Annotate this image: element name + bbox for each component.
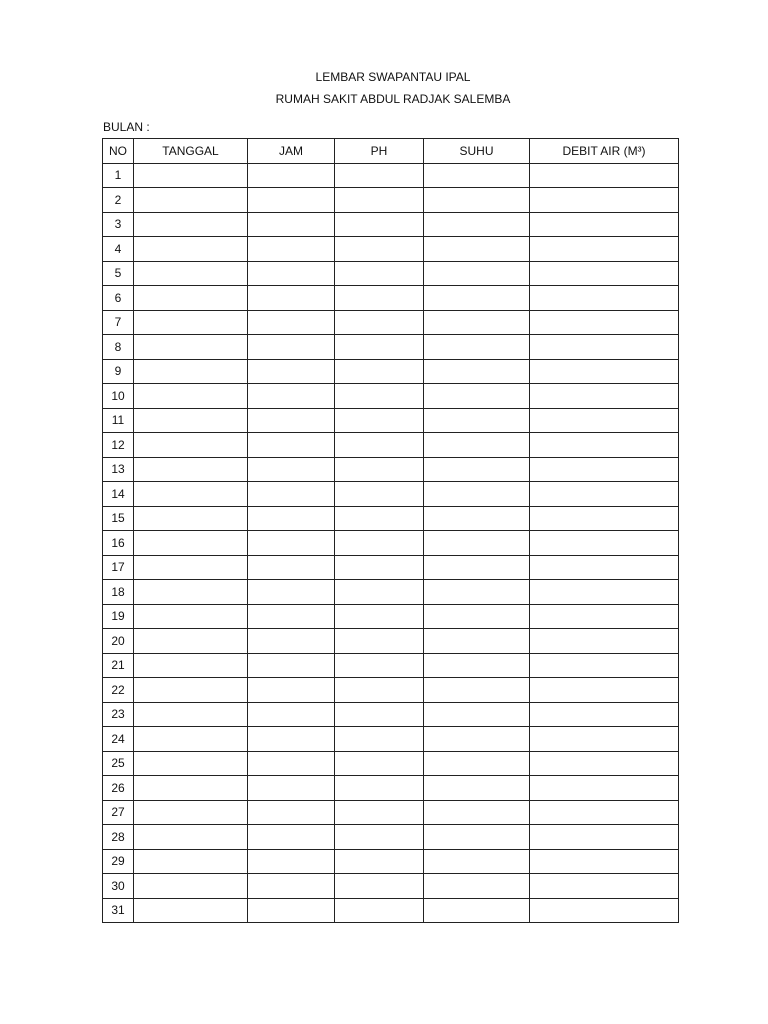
ph-cell[interactable] — [335, 898, 424, 923]
debit-air-cell[interactable] — [530, 702, 679, 727]
debit-air-cell[interactable] — [530, 825, 679, 850]
row-number: 7 — [103, 310, 134, 335]
jam-cell[interactable] — [248, 531, 335, 556]
debit-air-cell[interactable] — [530, 555, 679, 580]
row-number: 10 — [103, 384, 134, 409]
ph-cell[interactable] — [335, 580, 424, 605]
header-jam: JAM — [248, 139, 335, 164]
jam-cell[interactable] — [248, 310, 335, 335]
jam-cell[interactable] — [248, 482, 335, 507]
suhu-cell[interactable] — [424, 727, 530, 752]
debit-air-cell[interactable] — [530, 482, 679, 507]
ph-cell[interactable] — [335, 751, 424, 776]
ph-cell[interactable] — [335, 188, 424, 213]
row-number: 18 — [103, 580, 134, 605]
ph-cell[interactable] — [335, 384, 424, 409]
table-row — [103, 212, 679, 237]
ph-cell[interactable] — [335, 653, 424, 678]
header-tanggal: TANGGAL — [134, 139, 248, 164]
table-row — [103, 800, 679, 825]
table-row — [103, 678, 679, 703]
table-row — [103, 384, 679, 409]
row-number: 27 — [103, 800, 134, 825]
row-number: 4 — [103, 237, 134, 262]
row-number: 5 — [103, 261, 134, 286]
table-row — [103, 237, 679, 262]
suhu-cell[interactable] — [424, 188, 530, 213]
debit-air-cell[interactable] — [530, 237, 679, 262]
document-title: LEMBAR SWAPANTAU IPAL — [315, 70, 471, 84]
jam-cell[interactable] — [248, 653, 335, 678]
tanggal-cell[interactable] — [134, 776, 248, 801]
debit-air-cell[interactable] — [530, 188, 679, 213]
debit-air-cell[interactable] — [530, 849, 679, 874]
ph-cell[interactable] — [335, 825, 424, 850]
jam-cell[interactable] — [248, 849, 335, 874]
suhu-cell[interactable] — [424, 825, 530, 850]
tanggal-cell[interactable] — [134, 384, 248, 409]
table-row — [103, 506, 679, 531]
tanggal-cell[interactable] — [134, 310, 248, 335]
debit-air-cell[interactable] — [530, 261, 679, 286]
row-number: 30 — [103, 874, 134, 899]
debit-air-cell[interactable] — [530, 531, 679, 556]
ph-cell[interactable] — [335, 604, 424, 629]
row-number: 6 — [103, 286, 134, 311]
row-number: 28 — [103, 825, 134, 850]
debit-air-cell[interactable] — [530, 433, 679, 458]
tanggal-cell[interactable] — [134, 163, 248, 188]
jam-cell[interactable] — [248, 751, 335, 776]
jam-cell[interactable] — [248, 261, 335, 286]
suhu-cell[interactable] — [424, 506, 530, 531]
tanggal-cell[interactable] — [134, 261, 248, 286]
table-row — [103, 604, 679, 629]
table-row — [103, 629, 679, 654]
tanggal-cell[interactable] — [134, 482, 248, 507]
jam-cell[interactable] — [248, 359, 335, 384]
ph-cell[interactable] — [335, 408, 424, 433]
debit-air-cell[interactable] — [530, 604, 679, 629]
suhu-cell[interactable] — [424, 629, 530, 654]
table-row — [103, 849, 679, 874]
jam-cell[interactable] — [248, 384, 335, 409]
ph-cell[interactable] — [335, 629, 424, 654]
ph-cell[interactable] — [335, 163, 424, 188]
table-row — [103, 653, 679, 678]
header-no: NO — [103, 139, 134, 164]
table-row — [103, 261, 679, 286]
row-number: 29 — [103, 849, 134, 874]
suhu-cell[interactable] — [424, 531, 530, 556]
jam-cell[interactable] — [248, 678, 335, 703]
row-number: 16 — [103, 531, 134, 556]
table-row — [103, 776, 679, 801]
tanggal-cell[interactable] — [134, 286, 248, 311]
jam-cell[interactable] — [248, 604, 335, 629]
jam-cell[interactable] — [248, 286, 335, 311]
debit-air-cell[interactable] — [530, 335, 679, 360]
debit-air-cell[interactable] — [530, 898, 679, 923]
tanggal-cell[interactable] — [134, 457, 248, 482]
jam-cell[interactable] — [248, 898, 335, 923]
row-number: 23 — [103, 702, 134, 727]
suhu-cell[interactable] — [424, 580, 530, 605]
jam-cell[interactable] — [248, 800, 335, 825]
month-label: BULAN : — [103, 120, 150, 134]
tanggal-cell[interactable] — [134, 335, 248, 360]
suhu-cell[interactable] — [424, 359, 530, 384]
row-number: 15 — [103, 506, 134, 531]
ph-cell[interactable] — [335, 335, 424, 360]
tanggal-cell[interactable] — [134, 653, 248, 678]
jam-cell[interactable] — [248, 408, 335, 433]
suhu-cell[interactable] — [424, 286, 530, 311]
jam-cell[interactable] — [248, 433, 335, 458]
suhu-cell[interactable] — [424, 261, 530, 286]
table-row — [103, 335, 679, 360]
table-row — [103, 310, 679, 335]
document-subtitle: RUMAH SAKIT ABDUL RADJAK SALEMBA — [275, 92, 511, 106]
table-row — [103, 188, 679, 213]
debit-air-cell[interactable] — [530, 384, 679, 409]
jam-cell[interactable] — [248, 555, 335, 580]
debit-air-cell[interactable] — [530, 310, 679, 335]
suhu-cell[interactable] — [424, 702, 530, 727]
debit-air-cell[interactable] — [530, 286, 679, 311]
suhu-cell[interactable] — [424, 163, 530, 188]
table-body — [103, 163, 679, 923]
suhu-cell[interactable] — [424, 310, 530, 335]
suhu-cell[interactable] — [424, 874, 530, 899]
suhu-cell[interactable] — [424, 849, 530, 874]
debit-air-cell[interactable] — [530, 163, 679, 188]
debit-air-cell[interactable] — [530, 457, 679, 482]
suhu-cell[interactable] — [424, 212, 530, 237]
debit-air-cell[interactable] — [530, 506, 679, 531]
row-number: 25 — [103, 751, 134, 776]
tanggal-cell[interactable] — [134, 751, 248, 776]
ph-cell[interactable] — [335, 261, 424, 286]
jam-cell[interactable] — [248, 702, 335, 727]
debit-air-cell[interactable] — [530, 776, 679, 801]
ph-cell[interactable] — [335, 212, 424, 237]
tanggal-cell[interactable] — [134, 800, 248, 825]
ph-cell[interactable] — [335, 433, 424, 458]
table-row — [103, 482, 679, 507]
table-row — [103, 898, 679, 923]
tanggal-cell[interactable] — [134, 678, 248, 703]
row-number: 12 — [103, 433, 134, 458]
ph-cell[interactable] — [335, 457, 424, 482]
ph-cell[interactable] — [335, 874, 424, 899]
row-number: 13 — [103, 457, 134, 482]
ph-cell[interactable] — [335, 359, 424, 384]
row-number: 9 — [103, 359, 134, 384]
monitoring-table — [102, 138, 679, 923]
row-number: 24 — [103, 727, 134, 752]
tanggal-cell[interactable] — [134, 408, 248, 433]
tanggal-cell[interactable] — [134, 629, 248, 654]
row-number: 22 — [103, 678, 134, 703]
table-row — [103, 408, 679, 433]
tanggal-cell[interactable] — [134, 702, 248, 727]
tanggal-cell[interactable] — [134, 898, 248, 923]
table-row — [103, 580, 679, 605]
jam-cell[interactable] — [248, 629, 335, 654]
suhu-cell[interactable] — [424, 384, 530, 409]
tanggal-cell[interactable] — [134, 849, 248, 874]
tanggal-cell[interactable] — [134, 580, 248, 605]
header-suhu: SUHU — [424, 139, 530, 164]
jam-cell[interactable] — [248, 580, 335, 605]
ph-cell[interactable] — [335, 482, 424, 507]
jam-cell[interactable] — [248, 163, 335, 188]
table-row — [103, 531, 679, 556]
tanggal-cell[interactable] — [134, 531, 248, 556]
debit-air-cell[interactable] — [530, 580, 679, 605]
suhu-cell[interactable] — [424, 776, 530, 801]
ph-cell[interactable] — [335, 678, 424, 703]
row-number: 21 — [103, 653, 134, 678]
debit-air-cell[interactable] — [530, 874, 679, 899]
row-number: 2 — [103, 188, 134, 213]
suhu-cell[interactable] — [424, 653, 530, 678]
table-row — [103, 751, 679, 776]
row-number: 1 — [103, 163, 134, 188]
row-number: 31 — [103, 898, 134, 923]
suhu-cell[interactable] — [424, 800, 530, 825]
tanggal-cell[interactable] — [134, 433, 248, 458]
table-row — [103, 359, 679, 384]
tanggal-cell[interactable] — [134, 359, 248, 384]
jam-cell[interactable] — [248, 506, 335, 531]
tanggal-cell[interactable] — [134, 188, 248, 213]
ph-cell[interactable] — [335, 555, 424, 580]
ph-cell[interactable] — [335, 531, 424, 556]
row-number: 19 — [103, 604, 134, 629]
suhu-cell[interactable] — [424, 433, 530, 458]
suhu-cell[interactable] — [424, 408, 530, 433]
row-number: 3 — [103, 212, 134, 237]
row-number: 11 — [103, 408, 134, 433]
suhu-cell[interactable] — [424, 457, 530, 482]
ph-cell[interactable] — [335, 237, 424, 262]
ph-cell[interactable] — [335, 849, 424, 874]
table-row — [103, 163, 679, 188]
tanggal-cell[interactable] — [134, 212, 248, 237]
debit-air-cell[interactable] — [530, 751, 679, 776]
table-row — [103, 702, 679, 727]
table-row — [103, 286, 679, 311]
tanggal-cell[interactable] — [134, 555, 248, 580]
tanggal-cell[interactable] — [134, 604, 248, 629]
tanggal-cell[interactable] — [134, 237, 248, 262]
ph-cell[interactable] — [335, 727, 424, 752]
ph-cell[interactable] — [335, 506, 424, 531]
jam-cell[interactable] — [248, 457, 335, 482]
row-number: 14 — [103, 482, 134, 507]
row-number: 17 — [103, 555, 134, 580]
ph-cell[interactable] — [335, 800, 424, 825]
tanggal-cell[interactable] — [134, 727, 248, 752]
suhu-cell[interactable] — [424, 898, 530, 923]
jam-cell[interactable] — [248, 776, 335, 801]
table-row — [103, 825, 679, 850]
ph-cell[interactable] — [335, 702, 424, 727]
jam-cell[interactable] — [248, 237, 335, 262]
row-number: 20 — [103, 629, 134, 654]
document-header — [0, 66, 768, 110]
jam-cell[interactable] — [248, 335, 335, 360]
ph-cell[interactable] — [335, 776, 424, 801]
suhu-cell[interactable] — [424, 751, 530, 776]
suhu-cell[interactable] — [424, 678, 530, 703]
table-row — [103, 433, 679, 458]
tanggal-cell[interactable] — [134, 506, 248, 531]
debit-air-cell[interactable] — [530, 359, 679, 384]
suhu-cell[interactable] — [424, 237, 530, 262]
debit-air-cell[interactable] — [530, 212, 679, 237]
ph-cell[interactable] — [335, 310, 424, 335]
jam-cell[interactable] — [248, 212, 335, 237]
debit-air-cell[interactable] — [530, 678, 679, 703]
debit-air-cell[interactable] — [530, 408, 679, 433]
tanggal-cell[interactable] — [134, 874, 248, 899]
jam-cell[interactable] — [248, 727, 335, 752]
header-debit-air: DEBIT AIR (M³) — [530, 139, 679, 164]
table-row — [103, 457, 679, 482]
debit-air-cell[interactable] — [530, 727, 679, 752]
table-header-row — [103, 139, 679, 164]
table-row — [103, 874, 679, 899]
header-ph: PH — [335, 139, 424, 164]
suhu-cell[interactable] — [424, 482, 530, 507]
jam-cell[interactable] — [248, 825, 335, 850]
debit-air-cell[interactable] — [530, 800, 679, 825]
tanggal-cell[interactable] — [134, 825, 248, 850]
jam-cell[interactable] — [248, 188, 335, 213]
debit-air-cell[interactable] — [530, 653, 679, 678]
suhu-cell[interactable] — [424, 604, 530, 629]
debit-air-cell[interactable] — [530, 629, 679, 654]
jam-cell[interactable] — [248, 874, 335, 899]
suhu-cell[interactable] — [424, 335, 530, 360]
suhu-cell[interactable] — [424, 555, 530, 580]
table-row — [103, 727, 679, 752]
row-number: 8 — [103, 335, 134, 360]
table-row — [103, 555, 679, 580]
ph-cell[interactable] — [335, 286, 424, 311]
row-number: 26 — [103, 776, 134, 801]
